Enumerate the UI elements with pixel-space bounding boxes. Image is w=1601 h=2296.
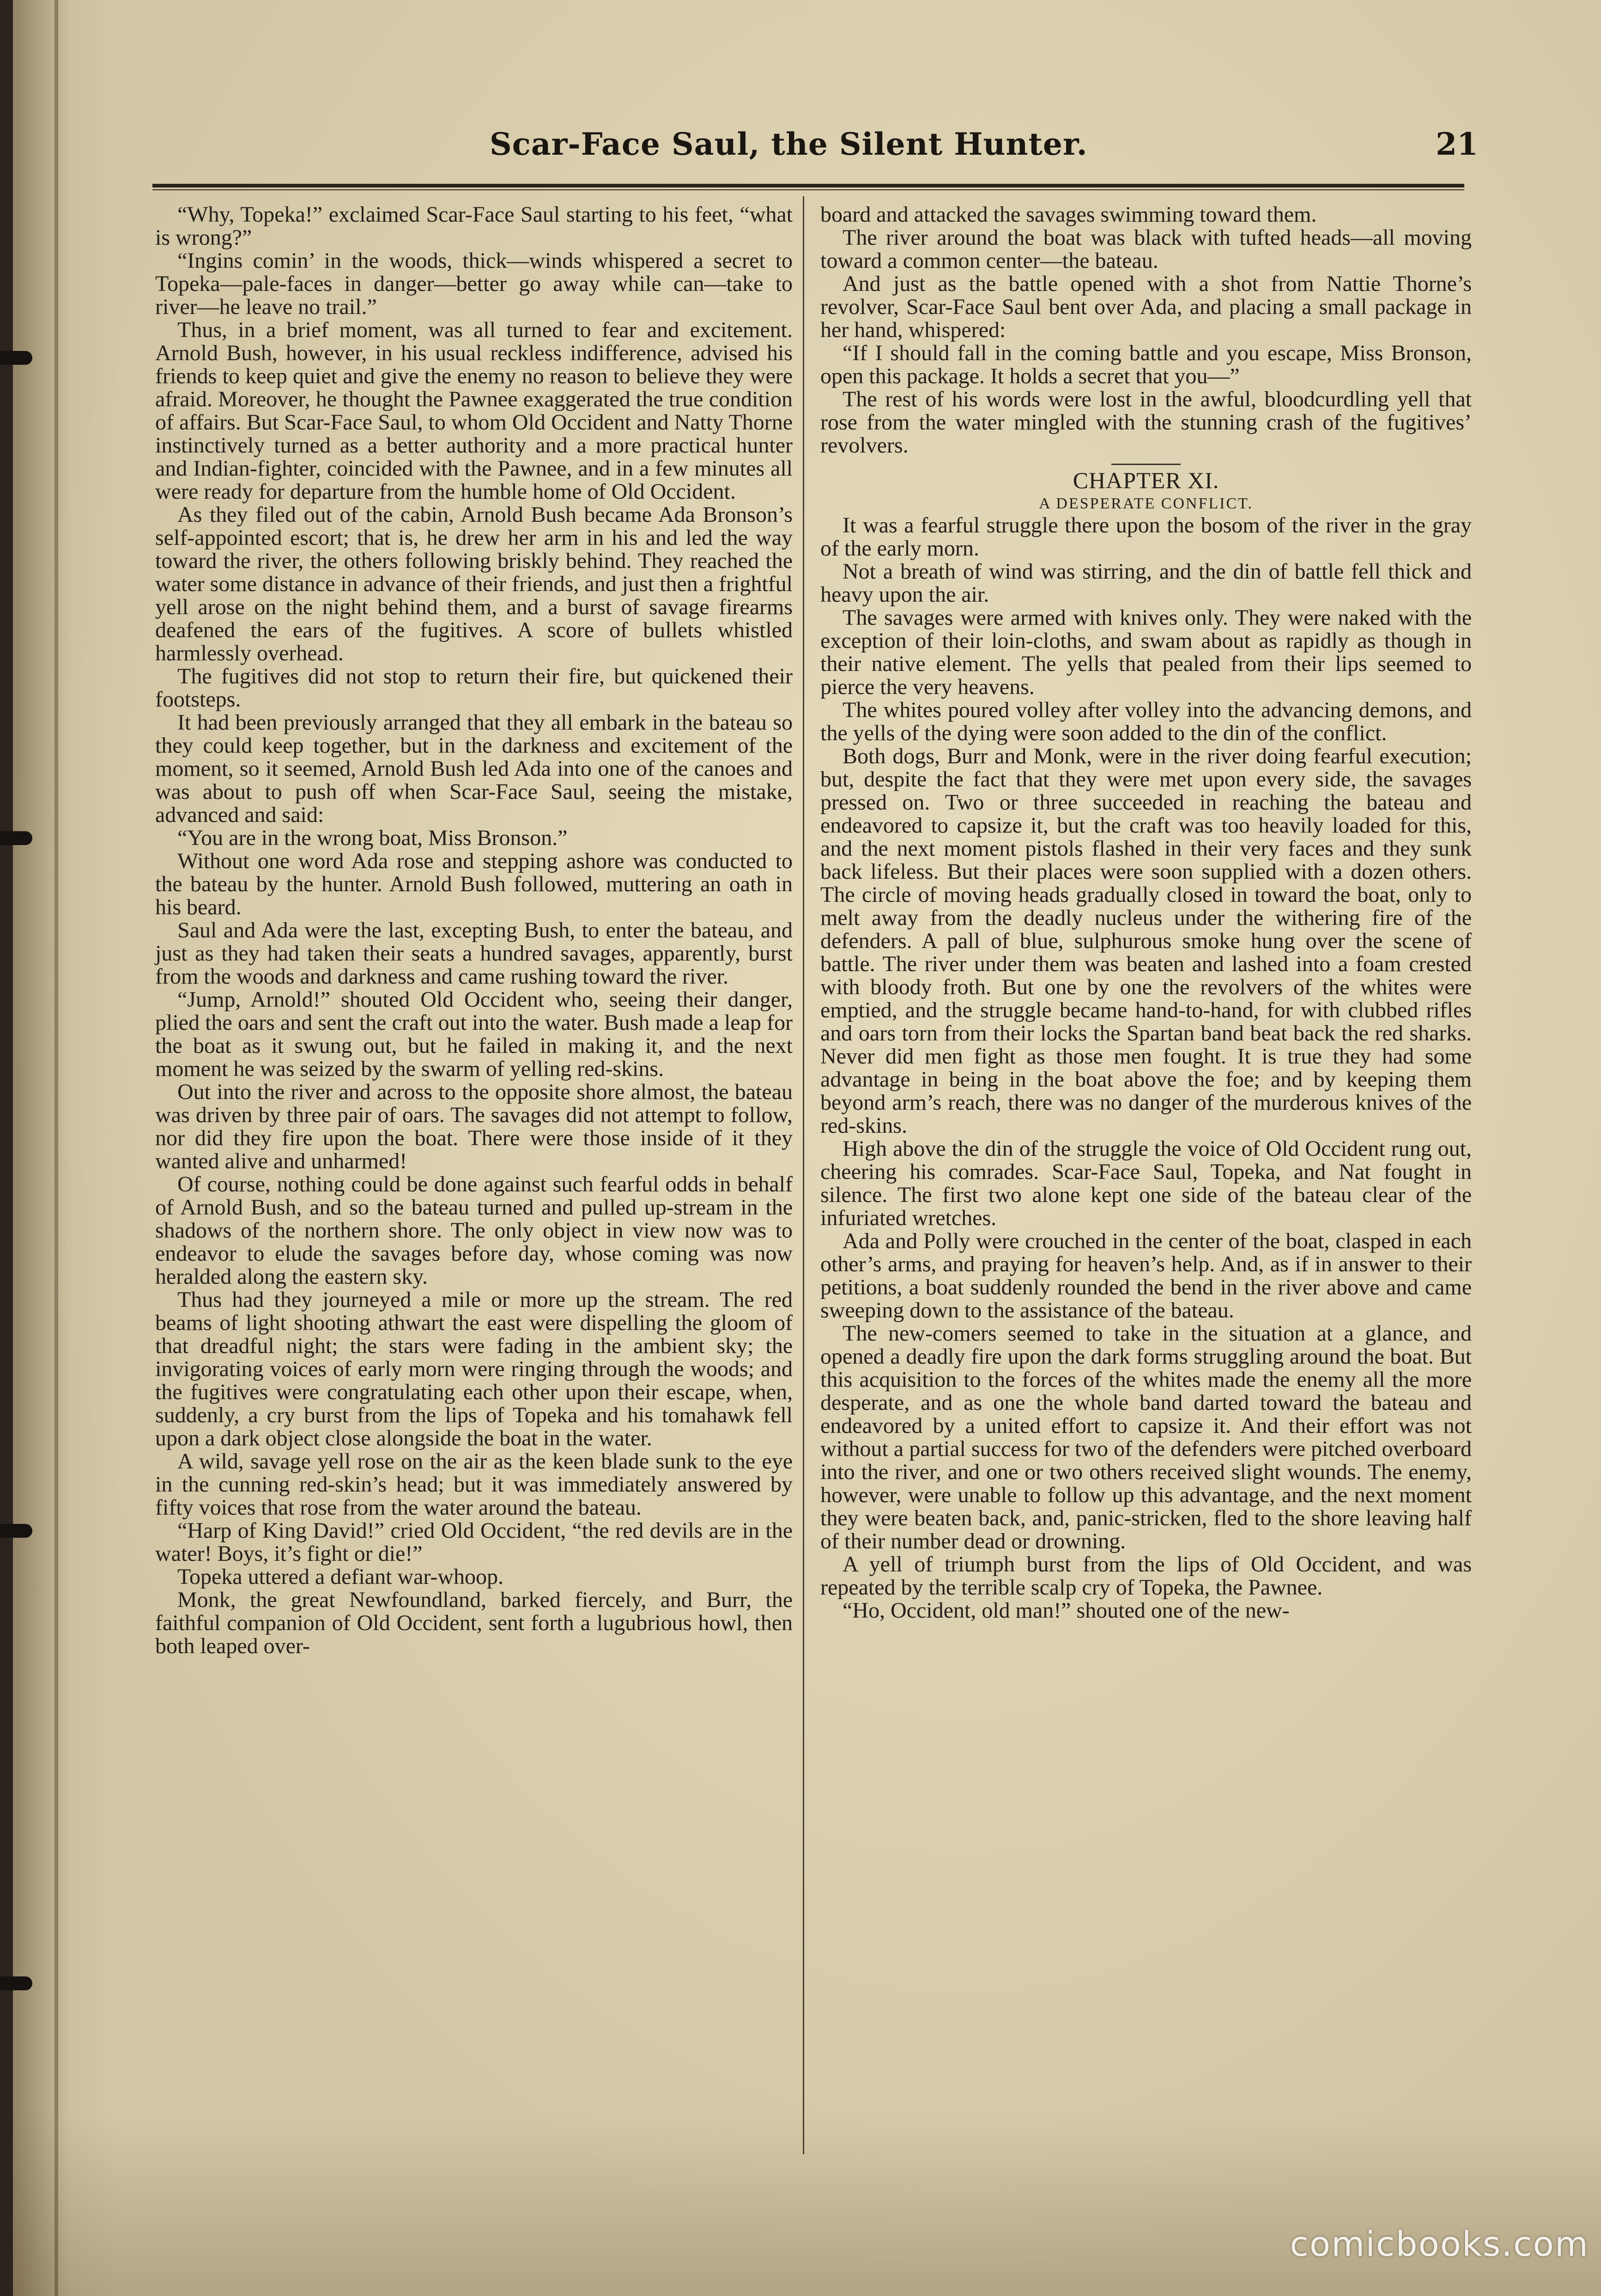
column-divider bbox=[803, 196, 804, 2154]
paragraph: And just as the battle opened with a shot from Nattie Thorne’s revolver, Scar-Face Saul bent over Ada, and placing a small package in her hand, whispered: bbox=[820, 272, 1472, 342]
header-rule-thin bbox=[152, 189, 1464, 190]
paragraph: “Ingins comin’ in the woods, thick—winds whispered a secret to Topeka—pale-faces in danger—better go away while can—take to river—he leave no trail.” bbox=[155, 248, 793, 319]
paragraph: board and attacked the savages swimming toward them. bbox=[820, 202, 1317, 227]
binding-stitch bbox=[0, 1524, 32, 1538]
paragraph: The rest of his words were lost in the awful, bloodcurdling yell that rose from the water mingled with the stunning crash of the fugitives’ revolvers. bbox=[820, 387, 1472, 458]
paragraph: “Ho, Occident, old man!” shouted one of the new- bbox=[843, 1598, 1290, 1623]
paragraph: The whites poured volley after volley into the advancing demons, and the yells of the dying were soon added to the din of the conflict. bbox=[820, 698, 1472, 745]
page-edge bbox=[0, 0, 13, 2296]
binding-stitch bbox=[0, 831, 32, 845]
binding-stitch bbox=[0, 1976, 32, 1990]
paragraph: “You are in the wrong boat, Miss Bronson.” bbox=[177, 826, 568, 850]
paragraph: It had been previously arranged that they all embark in the bateau so they could keep together, but in the darkness and excitement of the moment, so it seemed, Arnold Bush led Ada into one of the canoes and was about to push off when Scar-Face Saul, seeing the mistake, advanced and said: bbox=[155, 710, 793, 827]
page-number: 21 bbox=[1436, 126, 1478, 162]
paragraph: High above the din of the struggle the voice of Old Occident rung out, cheering his comrades. Scar-Face Saul, Topeka, and Nat fought in silence. The first two alone kept one side of the bateau clear of the infuriated wretches. bbox=[820, 1136, 1472, 1230]
left-column bbox=[155, 203, 793, 1658]
paragraph: Saul and Ada were the last, excepting Bush, to enter the bateau, and just as they had taken their seats a hundred savages, apparently, burst from the woods and darkness and came rushing toward the river. bbox=[155, 918, 793, 989]
paragraph: Monk, the great Newfoundland, barked fiercely, and Burr, the faithful companion of Old Occident, sent forth a lugubrious howl, then both leaped over- bbox=[155, 1588, 793, 1658]
paragraph: The river around the boat was black with tufted heads—all moving toward a common center—the bateau. bbox=[820, 225, 1472, 273]
chapter-subtitle: A DESPERATE CONFLICT. bbox=[1039, 495, 1253, 512]
paragraph: Both dogs, Burr and Monk, were in the river doing fearful execution; but, despite the fact that they were met upon every side, the savages pressed on. Two or three succeeded in reaching the bateau and endeavored to capsize it, but the craft was too heavily loaded for this, and the next moment pistols flashed in their very faces and they sunk back lifeless. But their places were soon supplied with a dozen others. The circle of moving heads gradually closed in toward the boat, only to melt away from the deadly nucleus under the withering fire of the defenders. A pall of blue, sulphurous smoke hung over the scene of battle. The river under them was beaten and lashed into a foam crested with bloody froth. But one by one the revolvers of the whites were emptied, and the struggle became hand-to-hand, for with clubbed rifles and oars torn from their locks the Spartan band beat back the red sharks. Never did men fight as those men fought. It is true they had some advantage in being in the boat above the foe; and by keeping them beyond arm’s reach, there was no danger of the murderous knives of the red-skins. bbox=[820, 744, 1472, 1138]
paragraph: Topeka uttered a defiant war-whoop. bbox=[177, 1565, 504, 1589]
paragraph: Without one word Ada rose and stepping ashore was conducted to the bateau by the hunter. Arnold Bush followed, muttering an oath in his beard. bbox=[155, 849, 793, 919]
paragraph: The new-comers seemed to take in the situation at a glance, and opened a deadly fire upon the dark forms struggling around the boat. But this acquisition to the forces of the whites made the enemy all the more desperate, and as one the whole band darted toward the bateau and endeavored by a united effort to capsize it. And their effort was not without a partial success for two of the defenders were pitched overboard into the river, and one or two others received slight wounds. The enemy, however, were unable to follow up this advantage, and the next moment they were beaten back, and, panic-stricken, fled to the shore leaving half of their number dead or drowning. bbox=[820, 1321, 1472, 1553]
paragraph: Thus, in a brief moment, was all turned to fear and excitement. Arnold Bush, however, in his usual reckless indifference, advised his friends to keep quiet and give the enemy no reason to believe they were afraid. Moreover, he thought the Pawnee exaggerated the true condition of affairs. But Scar-Face Saul, to whom Old Occident and Natty Thorne instinctively turned as a better authority and a more practical hunter and Indian-fighter, coincided with the Pawnee, and in a few minutes all were ready for departure from the humble home of Old Occident. bbox=[155, 318, 793, 504]
paragraph: A yell of triumph burst from the lips of Old Occident, and was repeated by the terrible scalp cry of Topeka, the Pawnee. bbox=[820, 1552, 1472, 1600]
binding-stitch bbox=[0, 351, 32, 365]
running-header bbox=[0, 121, 1601, 172]
chapter-rule bbox=[1111, 464, 1181, 465]
paragraph: “Why, Topeka!” exclaimed Scar-Face Saul starting to his feet, “what is wrong?” bbox=[155, 202, 793, 250]
paragraph: Not a breath of wind was stirring, and the din of battle fell thick and heavy upon the air. bbox=[820, 559, 1472, 607]
paragraph: “Jump, Arnold!” shouted Old Occident who, seeing their danger, plied the oars and sent the craft out into the water. Bush made a leap for the boat as it swung out, but he failed in making it, and the next moment he was seized by the swarm of yelling red-skins. bbox=[155, 987, 793, 1081]
paragraph: Of course, nothing could be done against such fearful odds in behalf of Arnold Bush, and so the bateau turned and pulled up-stream in the shadows of the northern shore. The only object in view now was to endeavor to elude the savages before day, whose coming was now heralded along the eastern sky. bbox=[155, 1172, 793, 1289]
chapter-title: CHAPTER XI. bbox=[1073, 467, 1219, 493]
watermark: comicbooks.com bbox=[1290, 2224, 1589, 2264]
paragraph: Thus had they journeyed a mile or more up the stream. The red beams of light shooting athwart the east were dispelling the gloom of that dreadful night; the stars were fading in the ambient sky; the invigorating voices of early morn were ringing through the woods; and the fugitives were congratulating each other upon their escape, when, suddenly, a cry burst from the lips of Topeka and his tomahawk fell upon a dark object close alongside the boat in the water. bbox=[155, 1287, 793, 1450]
paragraph: As they filed out of the cabin, Arnold Bush became Ada Bronson’s self-appointed escort; that is, he drew her arm in his and led the way toward the river, the others following briskly behind. They reached the water some distance in advance of their friends, and just then a frightful yell arose on the night behind them, and a burst of savage firearms deafened the ears of the fugitives. A score of bullets whistled harmlessly overhead. bbox=[155, 502, 793, 665]
paragraph: A wild, savage yell rose on the air as the keen blade sunk to the eye in the cunning red-skin’s head; but it was immediately answered by fifty voices that rose from the water around the bateau. bbox=[155, 1449, 793, 1520]
paragraph: Out into the river and across to the opposite shore almost, the bateau was driven by three pair of oars. The savages did not attempt to follow, nor did they fire upon the boat. There were those inside of it they wanted alive and unharmed! bbox=[155, 1080, 793, 1173]
paragraph: The savages were armed with knives only. They were naked with the exception of their loin-cloths, and swam about as rapidly as though in their native element. The yells that pealed from their lips seemed to pierce the very heavens. bbox=[820, 605, 1472, 699]
paragraph: It was a fearful struggle there upon the bosom of the river in the gray of the early morn. bbox=[820, 513, 1472, 561]
running-title: Scar-Face Saul, the Silent Hunter. bbox=[490, 126, 1088, 162]
spine-fold bbox=[55, 0, 58, 2296]
header-rule bbox=[152, 184, 1464, 187]
paragraph: “Harp of King David!” cried Old Occident, “the red devils are in the water! Boys, it’s fight or die!” bbox=[155, 1518, 793, 1566]
paragraph: “If I should fall in the coming battle and you escape, Miss Bronson, open this package. It holds a secret that you—” bbox=[820, 341, 1472, 388]
paragraph: The fugitives did not stop to return their fire, but quickened their footsteps. bbox=[155, 664, 793, 712]
paragraph: Ada and Polly were crouched in the center of the boat, clasped in each other’s arms, and praying for heaven’s help. And, as if in answer to their petitions, a boat suddenly rounded the bend in the river above and came sweeping down to the assistance of the bateau. bbox=[820, 1229, 1472, 1323]
right-column bbox=[820, 203, 1472, 1622]
